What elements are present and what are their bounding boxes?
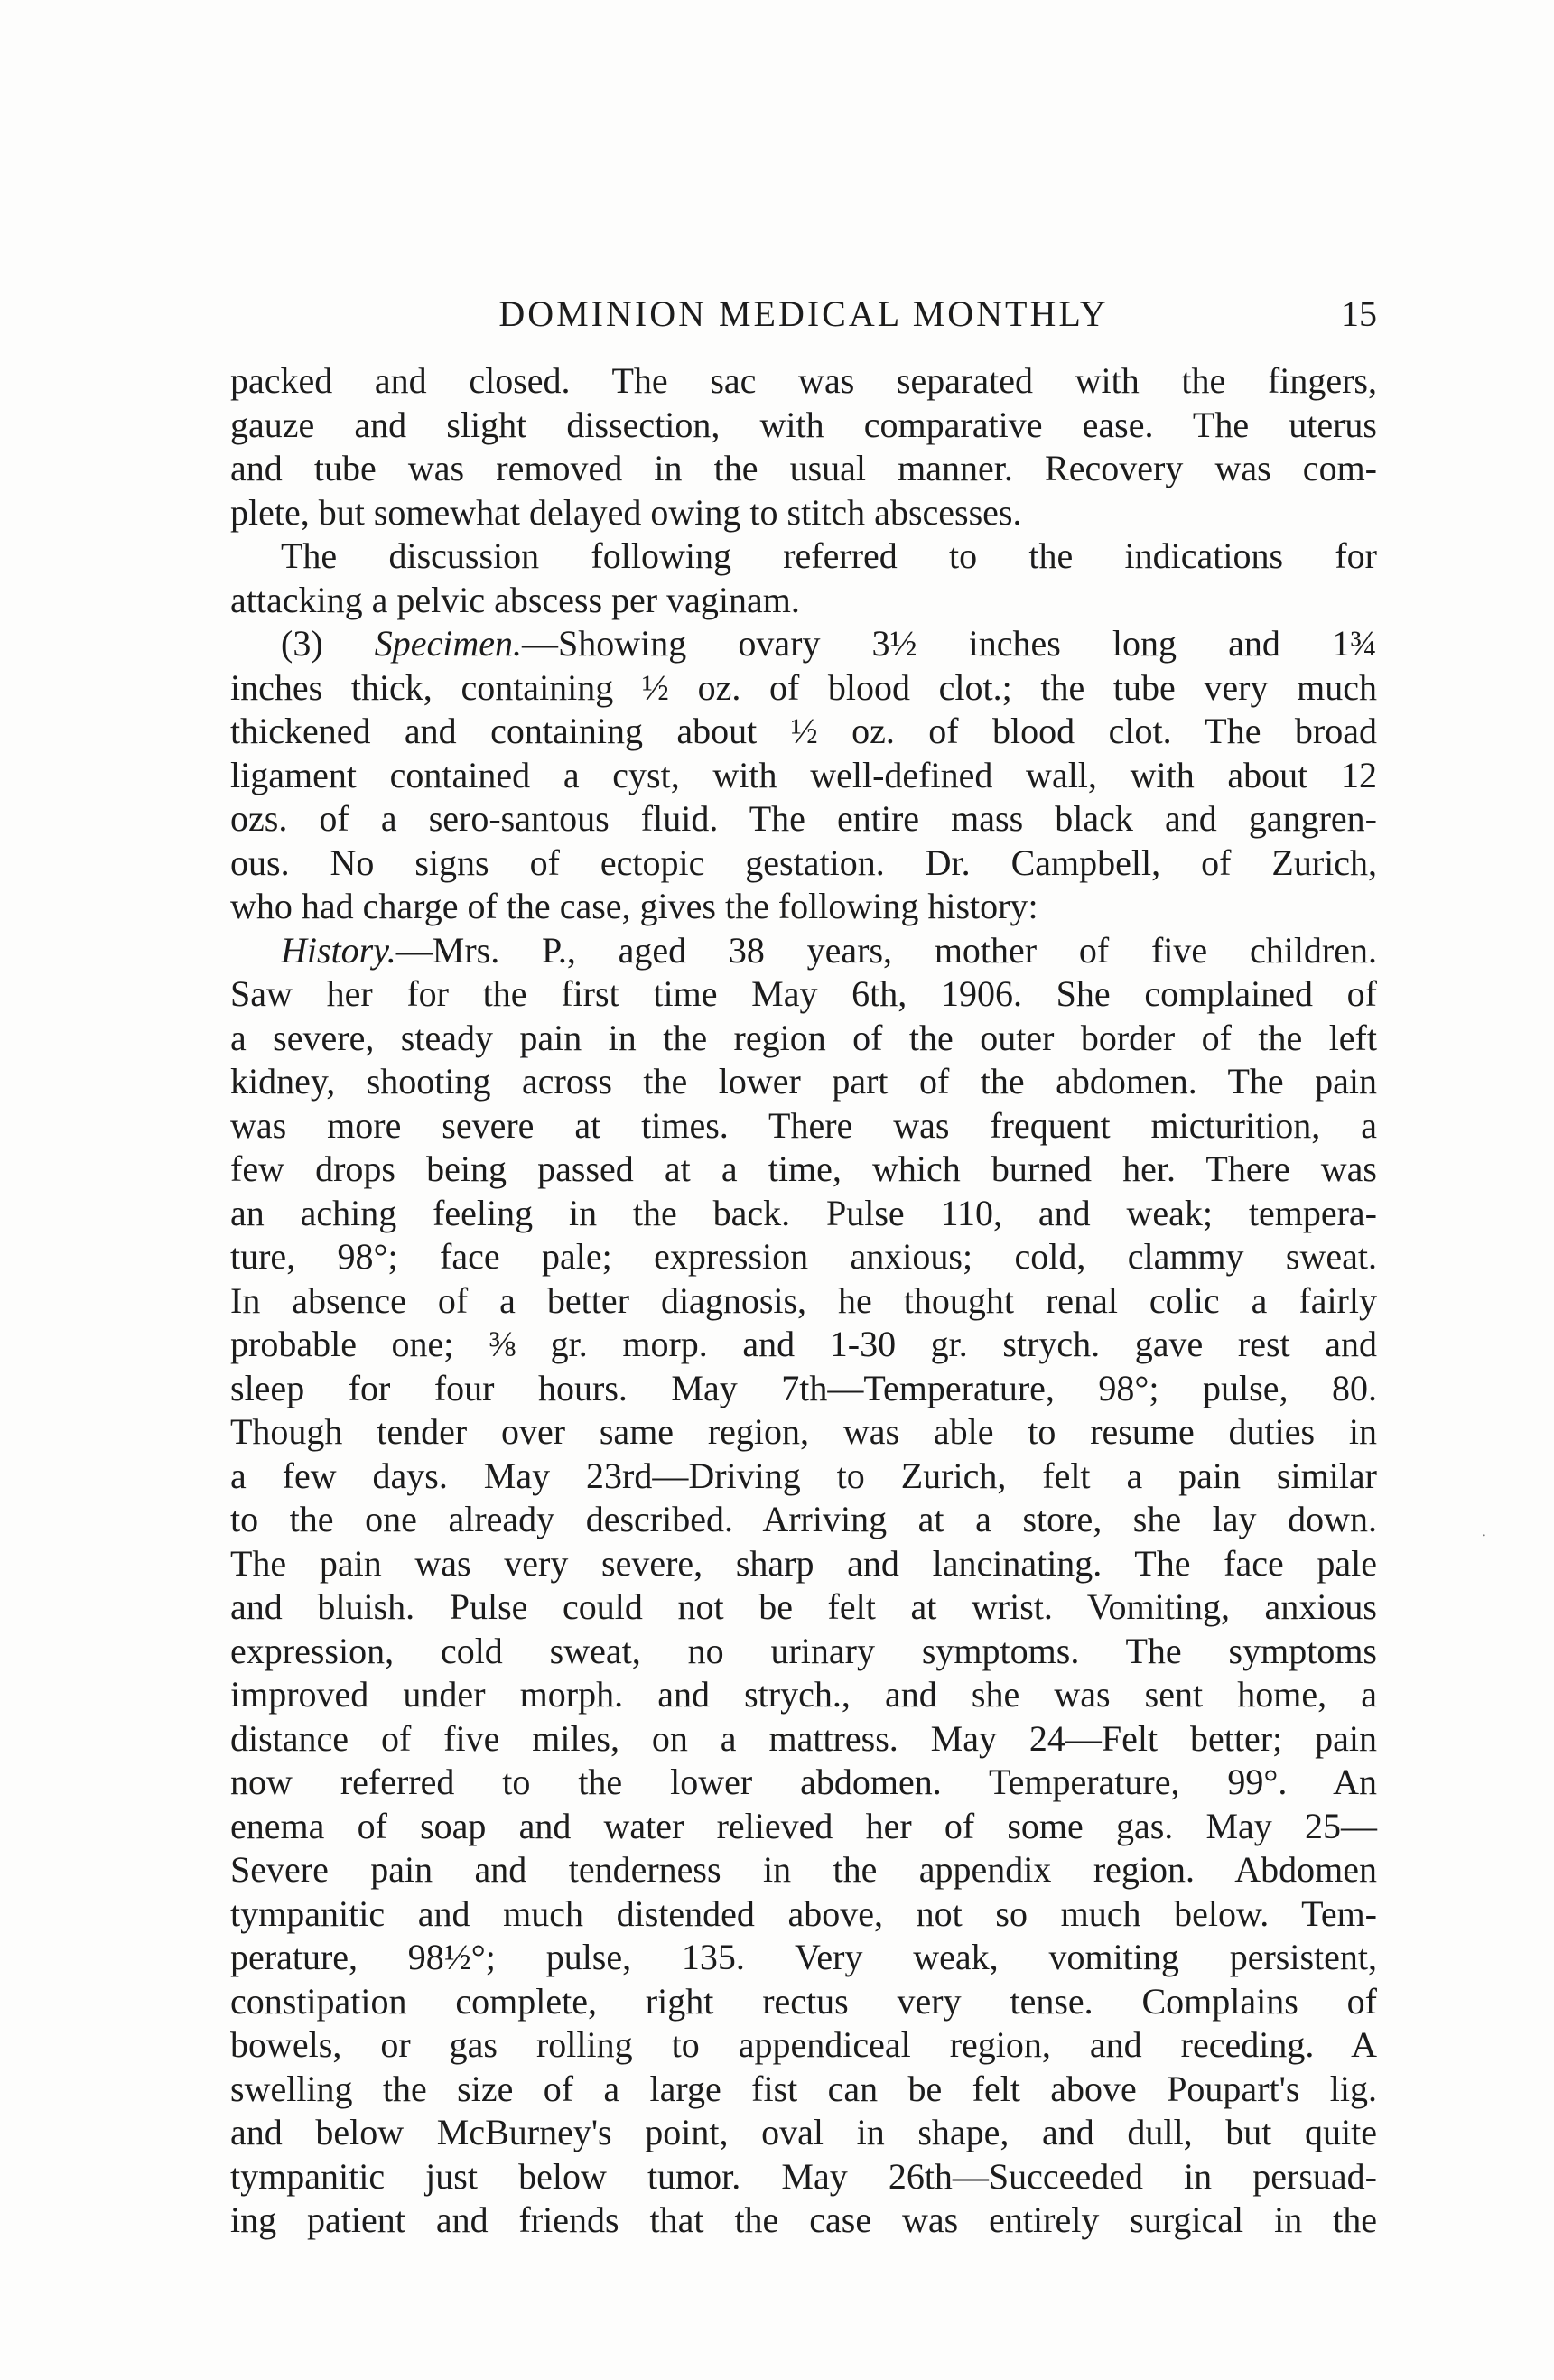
text-line-specimen xyxy=(230,622,1377,666)
text-line: gauze and slight dissection, with comparative ease. The uterus xyxy=(230,404,1377,445)
text-line: enema of soap and water relieved her of some gas. May 25— xyxy=(230,1805,1377,1846)
text-line: ozs. of a sero-santous fluid. The entire mass black and gangren- xyxy=(230,798,1377,839)
text-line: and bluish. Pulse could not be felt at wrist. Vomiting, anxious xyxy=(230,1586,1377,1627)
text-line: In absence of a better diagnosis, he thought renal colic a fairly xyxy=(230,1279,1377,1321)
text-line: to the one already described. Arriving at a store, she lay down. xyxy=(230,1499,1377,1539)
text-line: and below McBurney's point, oval in shape, and dull, but quite xyxy=(230,2112,1377,2152)
section-number: (3) xyxy=(281,623,375,664)
text-line: Saw her for the first time May 6th, 1906. She complained of xyxy=(230,973,1377,1014)
text-line: ture, 98°; face pale; expression anxious; cold, clammy sweat. xyxy=(230,1236,1377,1277)
text-line: attacking a pelvic abscess per vaginam. xyxy=(230,579,800,620)
history-heading: History. xyxy=(281,929,396,971)
text-line: perature, 98½°; pulse, 135. Very weak, vomiting persistent, xyxy=(230,1937,1377,1977)
scan-speck: · xyxy=(1481,1526,1487,1546)
text-line: who had charge of the case, gives the following history: xyxy=(230,886,1038,926)
specimen-text: —Showing ovary 3½ inches long and 1¾ xyxy=(522,623,1378,664)
text-line: and tube was removed in the usual manner. Recovery was com- xyxy=(230,448,1377,488)
text-line: an aching feeling in the back. Pulse 110, and weak; tempera- xyxy=(230,1192,1377,1233)
text-line-history xyxy=(230,929,1377,973)
text-line: inches thick, containing ½ oz. of blood clot.; the tube very much xyxy=(230,666,1377,708)
text-line: packed and closed. The sac was separated with the fingers, xyxy=(230,360,1377,401)
text-line: now referred to the lower abdomen. Temperature, 99°. An xyxy=(230,1762,1377,1802)
specimen-heading: Specimen. xyxy=(374,623,523,664)
text-line: Though tender over same region, was able to resume duties in xyxy=(230,1411,1377,1452)
text-line: few drops being passed at a time, which burned her. There was xyxy=(230,1148,1377,1189)
text-line: was more severe at times. There was frequent micturition, a xyxy=(230,1104,1377,1146)
text-line: Severe pain and tenderness in the appendix region. Abdomen xyxy=(230,1849,1377,1890)
text-line: a few days. May 23rd—Driving to Zurich, felt a pain similar xyxy=(230,1455,1377,1496)
text-line: probable one; ⅜ gr. morp. and 1-30 gr. strych. gave rest and xyxy=(230,1324,1377,1364)
text-line: improved under morph. and strych., and she was sent home, a xyxy=(230,1674,1377,1715)
article-body xyxy=(230,359,1377,2243)
running-head xyxy=(230,287,1377,341)
text-line: The discussion following referred to the indications for xyxy=(281,535,1377,576)
text-line: expression, cold sweat, no urinary symptoms. The symptoms xyxy=(230,1630,1377,1671)
text-line: thickened and containing about ½ oz. of blood clot. The broad xyxy=(230,711,1377,751)
text-line: ing patient and friends that the case was entirely surgical in the xyxy=(230,2199,1377,2240)
text-line: plete, but somewhat delayed owing to stitch abscesses. xyxy=(230,491,1022,533)
text-line: swelling the size of a large fist can be felt above Poupart's lig. xyxy=(230,2068,1377,2109)
text-line: tympanitic just below tumor. May 26th—Succeeded in persuad- xyxy=(230,2155,1377,2197)
text-line: ligament contained a cyst, with well-defined wall, with about 12 xyxy=(230,754,1377,795)
page-number: 15 xyxy=(1341,293,1377,334)
text-line: The pain was very severe, sharp and lancinating. The face pale xyxy=(230,1542,1377,1584)
journal-title: DOMINION MEDICAL MONTHLY xyxy=(498,293,1109,334)
text-line: kidney, shooting across the lower part of the abdomen. The pain xyxy=(230,1061,1377,1102)
text-line: constipation complete, right rectus very tense. Complains of xyxy=(230,1980,1377,2022)
text-line: ous. No signs of ectopic gestation. Dr. Campbell, of Zurich, xyxy=(230,841,1377,883)
text-line: sleep for four hours. May 7th—Temperature, 98°; pulse, 80. xyxy=(230,1367,1377,1408)
text-line: bowels, or gas rolling to appendiceal region, and receding. A xyxy=(230,2024,1377,2065)
history-text: —Mrs. P., aged 38 years, mother of five children. xyxy=(395,929,1377,971)
text-line: tympanitic and much distended above, not so much below. Tem- xyxy=(230,1892,1377,1934)
text-line: a severe, steady pain in the region of the outer border of the left xyxy=(230,1017,1377,1058)
text-line: distance of five miles, on a mattress. May 24—Felt better; pain xyxy=(230,1717,1377,1759)
